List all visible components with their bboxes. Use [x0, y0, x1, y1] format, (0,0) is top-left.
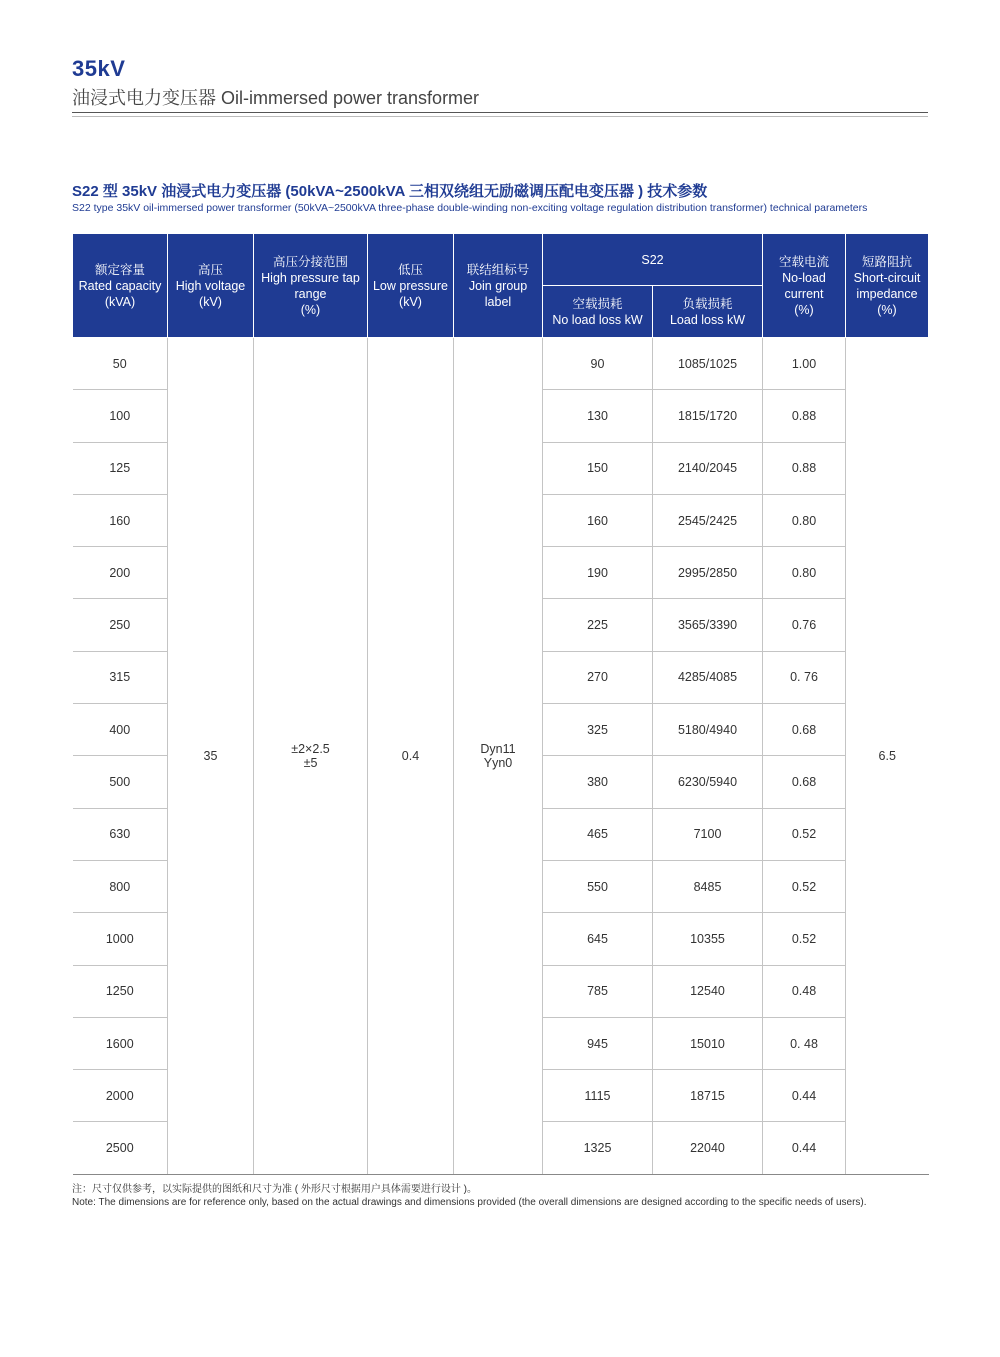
tap-value-2: ±5 [303, 755, 318, 770]
cell-capacity: 160 [73, 494, 168, 546]
col-header-noload-loss [543, 286, 653, 338]
cell-noload-current: 0.52 [763, 913, 846, 965]
header-en: current [784, 286, 824, 301]
table-title-cn: S22 型 35kV 油浸式电力变压器 (50kVA~2500kVA 三相双绕组无励磁调压配电变压器 ) 技术参数 [72, 183, 708, 200]
cell-load-loss: 2995/2850 [653, 547, 763, 599]
cell-load-loss: 22040 [653, 1122, 763, 1174]
header-en: No load loss kW [552, 312, 643, 327]
cell-noload-current: 0.48 [763, 965, 846, 1017]
header-en: Load loss kW [669, 312, 746, 327]
cell-load-loss: 7100 [653, 808, 763, 860]
cell-capacity: 1000 [73, 913, 168, 965]
header-cn: 短路阻抗 [861, 254, 912, 269]
cell-noload-current: 0.68 [763, 756, 846, 808]
cell-noload-loss: 190 [543, 547, 653, 599]
header-en: High pressure tap [261, 270, 360, 285]
cell-noload-current: 0.44 [763, 1070, 846, 1122]
cell-capacity: 2000 [73, 1070, 168, 1122]
cell-lv: 0.4 [368, 338, 454, 1175]
header-en: impedance [856, 286, 918, 301]
tap-value-1: ±2×2.5 [291, 741, 330, 756]
header-unit: (%) [794, 302, 814, 317]
cell-capacity: 800 [73, 860, 168, 912]
header-cn: 空载电流 [778, 254, 829, 269]
col-header-hv [168, 234, 254, 338]
cell-capacity: 400 [73, 704, 168, 756]
header-unit: (kV) [199, 294, 222, 309]
cell-noload-current: 0.44 [763, 1122, 846, 1174]
col-header-capacity [73, 234, 168, 338]
cell-noload-loss: 945 [543, 1017, 653, 1069]
cell-noload-current: 1.00 [763, 338, 846, 390]
cell-noload-current: 0.80 [763, 547, 846, 599]
cell-tap-range [254, 338, 368, 1175]
col-header-noload-current [763, 234, 846, 338]
cell-load-loss: 1815/1720 [653, 390, 763, 442]
col-header-tap-range [254, 234, 368, 338]
cell-noload-loss: 785 [543, 965, 653, 1017]
join-group-2: Yyn0 [483, 755, 513, 770]
cell-capacity: 200 [73, 547, 168, 599]
cell-load-loss: 6230/5940 [653, 756, 763, 808]
header-en: Short-circuit [853, 270, 921, 285]
cell-noload-current: 0.52 [763, 860, 846, 912]
header-unit: (kV) [399, 294, 422, 309]
cell-capacity: 1250 [73, 965, 168, 1017]
cell-noload-loss: 150 [543, 442, 653, 494]
cell-noload-loss: 1115 [543, 1070, 653, 1122]
cell-capacity: 2500 [73, 1122, 168, 1174]
cell-noload-loss: 1325 [543, 1122, 653, 1174]
footnote-en: Note: The dimensions are for reference only, based on the actual drawings and dimensions provided (the overall dimensions are designed according to the specific needs of users). [72, 1197, 867, 1208]
header-en: No-load [782, 270, 826, 285]
header-cn: 高压 [197, 262, 223, 277]
col-header-load-loss [653, 286, 763, 338]
cell-noload-loss: 90 [543, 338, 653, 390]
cell-noload-current: 0.76 [763, 599, 846, 651]
col-header-s22: S22 [543, 234, 763, 286]
cell-impedance: 6.5 [846, 338, 929, 1175]
cell-capacity: 125 [73, 442, 168, 494]
cell-capacity: 315 [73, 651, 168, 703]
header-cn: 负载损耗 [682, 296, 733, 311]
cell-load-loss: 12540 [653, 965, 763, 1017]
cell-noload-current: 0.52 [763, 808, 846, 860]
cell-noload-current: 0. 48 [763, 1017, 846, 1069]
cell-noload-current: 0.88 [763, 442, 846, 494]
cell-capacity: 100 [73, 390, 168, 442]
header-cn: 额定容量 [94, 262, 145, 277]
cell-noload-loss: 130 [543, 390, 653, 442]
cell-capacity: 250 [73, 599, 168, 651]
cell-noload-current: 0. 76 [763, 651, 846, 703]
spec-table [72, 233, 929, 1175]
header-en: range [294, 286, 327, 301]
header-unit: (%) [877, 302, 897, 317]
col-header-lv [368, 234, 454, 338]
cell-noload-loss: 380 [543, 756, 653, 808]
cell-load-loss: 2140/2045 [653, 442, 763, 494]
header-divider [72, 112, 928, 113]
header-en: High voltage [175, 278, 246, 293]
footnote-cn: 注：尺寸仅供参考，以实际提供的图纸和尺寸为准 ( 外形尺寸根据用户具体需要进行设计 )。 [72, 1184, 477, 1195]
table-title-en: S22 type 35kV oil-immersed power transformer (50kVA~2500kVA three-phase double-winding non-exciting voltage regulation distribution transformer) technical parameters [72, 202, 868, 214]
header-en: Low pressure [372, 278, 449, 293]
cell-capacity: 50 [73, 338, 168, 390]
cell-load-loss: 18715 [653, 1070, 763, 1122]
cell-load-loss: 5180/4940 [653, 704, 763, 756]
cell-load-loss: 15010 [653, 1017, 763, 1069]
cell-noload-current: 0.88 [763, 390, 846, 442]
header-en: Join group [468, 278, 528, 293]
cell-noload-loss: 645 [543, 913, 653, 965]
cell-capacity: 500 [73, 756, 168, 808]
cell-join-group [454, 338, 543, 1175]
header-cn: 高压分接范围 [272, 254, 348, 269]
cell-noload-loss: 325 [543, 704, 653, 756]
cell-load-loss: 3565/3390 [653, 599, 763, 651]
cell-noload-loss: 465 [543, 808, 653, 860]
cell-load-loss: 4285/4085 [653, 651, 763, 703]
col-header-impedance [846, 234, 929, 338]
table-row [73, 338, 929, 390]
page-heading-voltage: 35kV [72, 56, 126, 81]
header-en: label [484, 294, 512, 309]
cell-noload-loss: 550 [543, 860, 653, 912]
header-cn: 空载损耗 [572, 296, 623, 311]
cell-noload-loss: 160 [543, 494, 653, 546]
header-unit: (%) [300, 302, 321, 317]
cell-load-loss: 8485 [653, 860, 763, 912]
page-subtitle: 油浸式电力变压器 Oil-immersed power transformer [72, 88, 480, 108]
cell-load-loss: 1085/1025 [653, 338, 763, 390]
header-cn: 联结组标号 [466, 262, 530, 277]
cell-noload-loss: 270 [543, 651, 653, 703]
header-en: Rated capacity [78, 278, 162, 293]
header-unit: (kVA) [104, 294, 136, 309]
cell-noload-current: 0.68 [763, 704, 846, 756]
cell-load-loss: 10355 [653, 913, 763, 965]
cell-hv: 35 [168, 338, 254, 1175]
cell-capacity: 630 [73, 808, 168, 860]
join-group-1: Dyn11 [480, 741, 516, 756]
header-cn: 低压 [397, 262, 423, 277]
header-divider-thin [72, 116, 928, 117]
cell-noload-current: 0.80 [763, 494, 846, 546]
col-header-join-group [454, 234, 543, 338]
cell-load-loss: 2545/2425 [653, 494, 763, 546]
cell-capacity: 1600 [73, 1017, 168, 1069]
cell-noload-loss: 225 [543, 599, 653, 651]
